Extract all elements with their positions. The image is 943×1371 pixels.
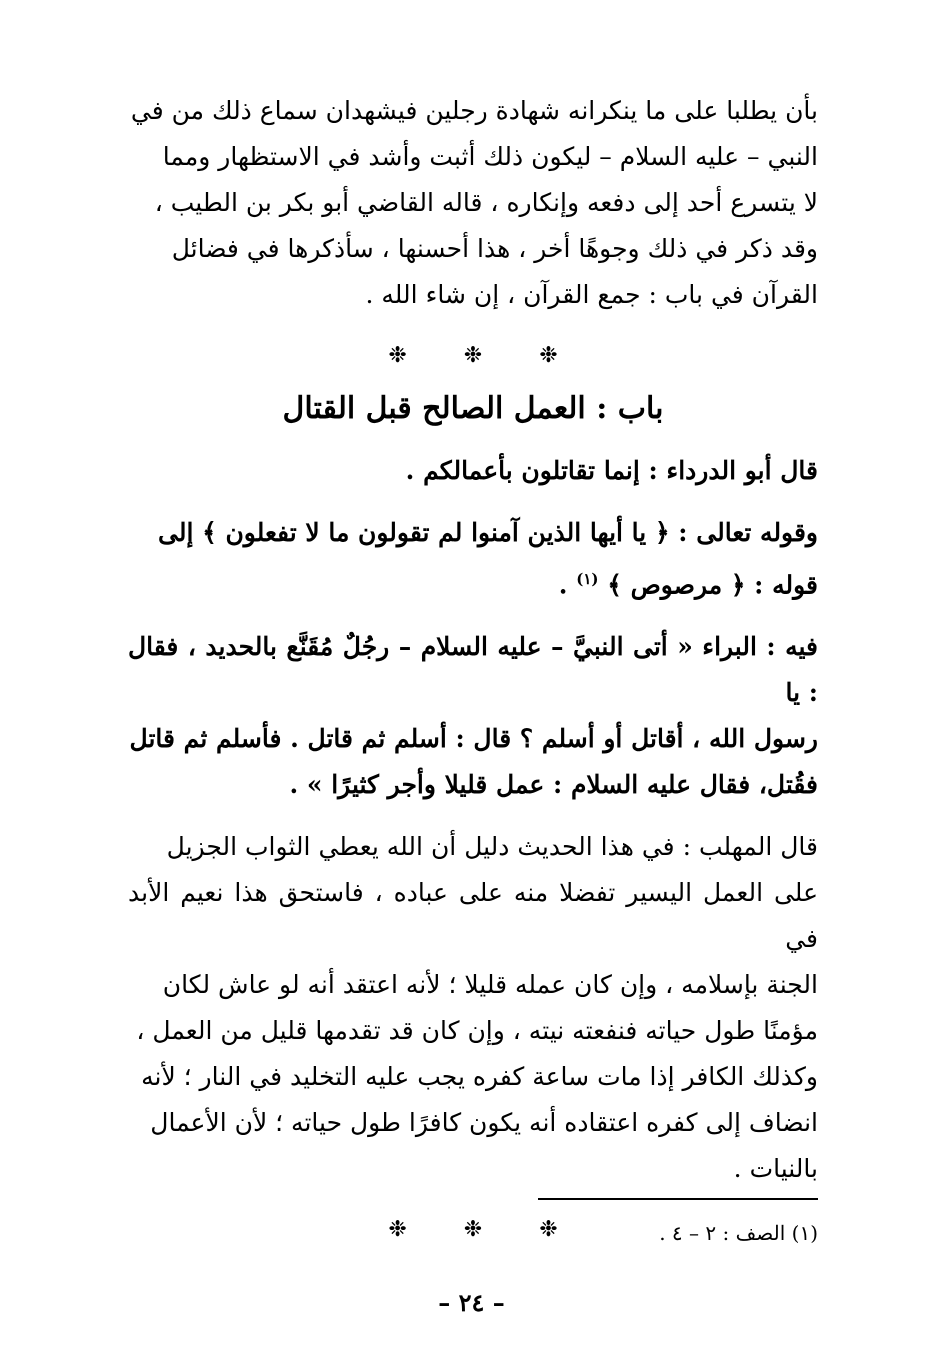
text-line: وقد ذكر في ذلك وجوهًا أخر ، هذا أحسنها ، سأذكرها في فضائل <box>171 234 818 263</box>
text-line: وقوله تعالى : ﴿ يا أيها الذين آمنوا لم تقولون ما لا تفعلون ﴾ إلى <box>157 518 818 547</box>
text-line: انضاف إلى كفره اعتقاده أنه يكون كافرًا طول حياته ؛ لأن الأعمال <box>150 1108 818 1138</box>
intro-paragraph <box>128 88 818 318</box>
text-line: لا يتسرع أحد إلى دفعه وإنكاره ، قاله القاضي أبو بكر بن الطيب ، <box>154 188 818 217</box>
section-separator: ❉ ❉ ❉ <box>388 343 558 368</box>
chapter-title: باب : العمل الصالح قبل القتال <box>282 391 664 426</box>
footnote: (١) الصف : ٢ – ٤ . <box>659 1221 818 1245</box>
text-line: بأن يطلبا على ما ينكرانه شهادة رجلين فيشهدان سماع ذلك من في <box>130 96 818 125</box>
quote-paragraph <box>128 448 818 494</box>
text-line: النبي – عليه السلام – ليكون ذلك أثبت وأشد في الاستظهار ومما <box>162 142 818 171</box>
verse-paragraph <box>128 510 818 608</box>
verse-end: . <box>558 570 577 600</box>
text-line: قال أبو الدرداء : إنما تقاتلون بأعمالكم . <box>405 456 818 485</box>
footnote-ref: (١) <box>576 570 599 588</box>
text-line: بالنيات . <box>733 1154 818 1184</box>
commentary-paragraph <box>128 824 818 1192</box>
text-line: الجنة بإسلامه ، وإن كان عمله قليلا ؛ لأنه اعتقد أنه لو عاش لكان <box>162 970 818 1000</box>
text-line: مؤمنًا طول حياته فنفعته نيته ، وإن كان قد تقدمها قليل من العمل ، <box>136 1016 818 1046</box>
section-separator-bottom: ❉ ❉ ❉ <box>388 1217 558 1243</box>
page-number: – ٢٤ – <box>438 1288 505 1317</box>
text-line: على العمل اليسير تفضلا منه على عباده ، فاستحق هذا نعيم الأبد في <box>128 878 818 954</box>
verse-text: قوله : ﴿ مرصوص ﴾ <box>607 570 818 600</box>
text-line: رسول الله ، أقاتل أو أسلم ؟ قال : أسلم ثم قاتل . فأسلم ثم قاتل <box>129 724 818 754</box>
text-line: فقُتل، فقال عليه السلام : عمل قليلا وأجر كثيرًا » . <box>289 770 818 800</box>
text-line: قال المهلب : في هذا الحديث دليل أن الله يعطي الثواب الجزيل <box>166 832 818 862</box>
text-line <box>128 556 818 608</box>
text-line: فيه : البراء « أتى النبيَّ – عليه السلام – رجُلٌ مُقَنَّع بالحديد ، فقال : يا <box>128 632 818 708</box>
footnote-rule <box>538 1198 818 1200</box>
text-line: وكذلك الكافر إذا مات ساعة كفره يجب عليه التخليد في النار ؛ لأنه <box>141 1062 818 1092</box>
page-body <box>128 88 818 1254</box>
text-line: القرآن في باب : جمع القرآن ، إن شاء الله . <box>365 280 818 309</box>
hadith-paragraph <box>128 624 818 808</box>
